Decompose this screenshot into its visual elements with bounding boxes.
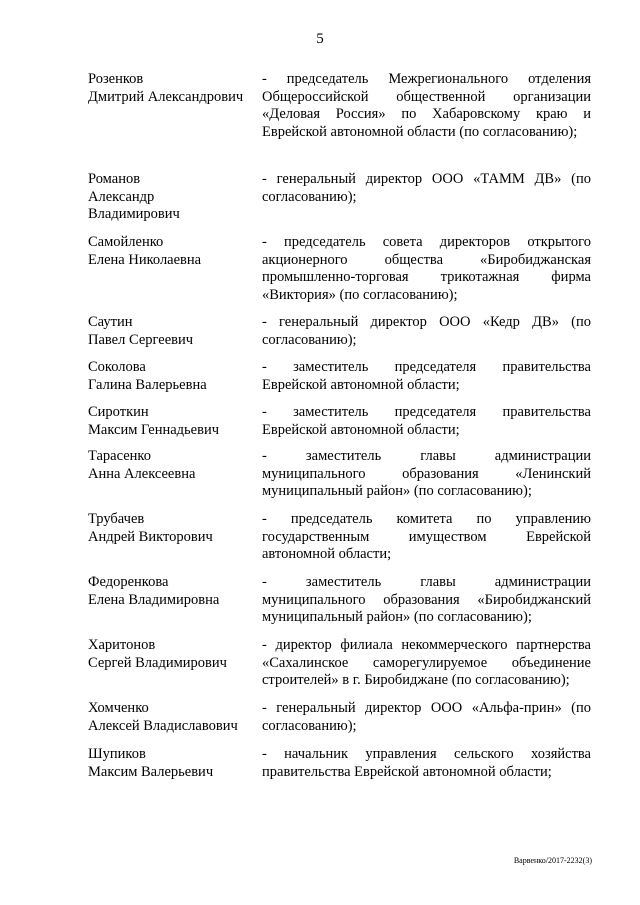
member-name (88, 314, 260, 349)
member-name-line: Елена Владимировна (88, 591, 220, 608)
member-name-line: Галина Валерьевна (88, 376, 207, 393)
member-name-line: Соколова (88, 359, 146, 375)
member-name (88, 511, 260, 546)
member-name-line: Тарасенко (88, 448, 151, 464)
member-role: - генеральный директор ООО «Альфа-прин» (по согласованию); (262, 700, 591, 734)
member-name (88, 448, 260, 483)
member-name (88, 71, 260, 106)
member-name-line: Андрей Викторович (88, 528, 213, 545)
member-role: - заместитель главы администрации муниципального образования «Ленинский муниципальный район» (по согласованию); (262, 448, 591, 499)
member-name-line: Хомченко (88, 700, 149, 716)
member-name-line: Самойленко (88, 234, 164, 250)
member-name-line: Шупиков (88, 746, 146, 762)
member-name (88, 234, 260, 269)
member-role: - председатель комитета по управлению государственным имуществом Еврейской автономной области; (262, 511, 591, 562)
member-name (88, 359, 260, 394)
member-name-line: Дмитрий Александрович (88, 88, 244, 105)
member-name (88, 637, 260, 672)
member-role: - генеральный директор ООО «Кедр ДВ» (по согласованию); (262, 314, 591, 348)
document-code: Варвенко/2017-2232(3) (513, 856, 592, 865)
member-name-line: Трубачев (88, 511, 145, 527)
member-name (88, 700, 260, 735)
member-name-line: Павел Сергеевич (88, 331, 194, 348)
member-name-line: Максим Валерьевич (88, 763, 214, 780)
member-name-line: Максим Геннадьевич (88, 421, 220, 438)
member-role: - начальник управления сельского хозяйства правительства Еврейской автономной области; (262, 746, 591, 780)
member-role: - председатель Межрегионального отделения Общероссийской общественной организации «Деловая Россия» по Хабаровскому краю и Еврейской автономной области (по согласованию); (262, 71, 591, 140)
member-role: - заместитель председателя правительства Еврейской автономной области; (262, 404, 591, 438)
member-name-line: Анна Алексеевна (88, 465, 196, 482)
member-role: - председатель совета директоров открытого акционерного общества «Биробиджанская промышленно-торговая трикотажная фирма «Виктория» (по согласованию); (262, 234, 591, 303)
member-name (88, 746, 260, 781)
member-name-line: Розенков (88, 71, 144, 87)
page-number: 5 (316, 31, 324, 47)
member-role: - директор филиала некоммерческого партнерства «Сахалинское саморегулируемое объединение строителей» в г. Биробиджане (по согласованию); (262, 637, 591, 688)
member-name (88, 171, 260, 224)
member-name-line: Федоренкова (88, 574, 169, 590)
member-name-line: Алексей Владиславович (88, 717, 238, 734)
member-name-line: Александр (88, 188, 155, 205)
member-role: - заместитель главы администрации муниципального образования «Биробиджанский муниципальный район» (по согласованию); (262, 574, 591, 625)
member-name-line: Сироткин (88, 404, 149, 420)
member-name-line: Харитонов (88, 637, 156, 653)
member-role: - заместитель председателя правительства Еврейской автономной области; (262, 359, 591, 393)
member-name (88, 574, 260, 609)
member-name-line: Владимирович (88, 206, 180, 222)
member-name-line: Елена Николаевна (88, 251, 202, 268)
member-name-line: Саутин (88, 314, 133, 330)
member-name-line: Сергей Владимирович (88, 654, 227, 671)
member-name-line: Романов (88, 171, 141, 187)
member-role: - генеральный директор ООО «ТАММ ДВ» (по согласованию); (262, 171, 591, 205)
member-name (88, 404, 260, 439)
